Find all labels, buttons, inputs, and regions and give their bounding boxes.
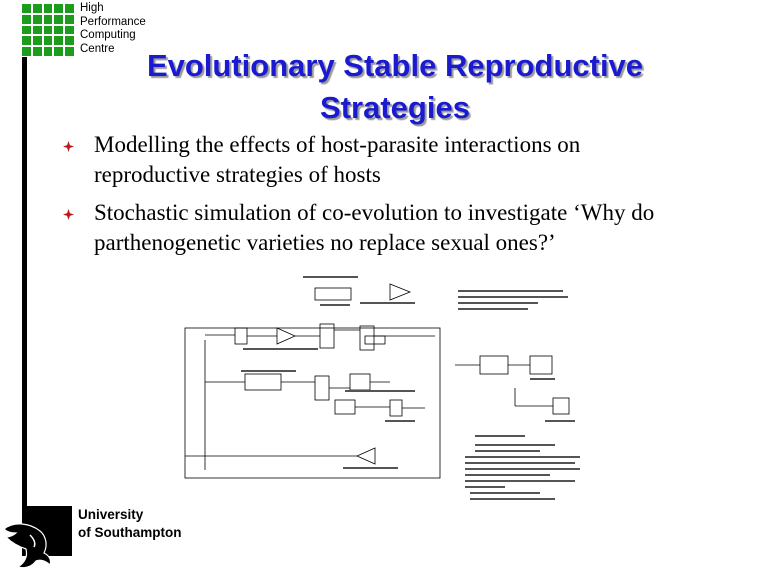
slide-title-line-2: Strategies [320,90,470,125]
bullet-text-line: parthenogenetic varieties no replace sexual ones?’ [94,230,556,255]
diagram-block [350,374,370,390]
hpc-logo-grid [22,4,74,56]
diagram-block [390,400,402,416]
simulation-block-diagram [175,270,595,510]
diagram-block [365,336,385,344]
bullet-text-line: Modelling the effects of host-parasite interactions on [94,132,581,157]
left-divider-bar [22,57,27,512]
diagram-gain-block [277,328,295,344]
university-name-line-2: of Southampton [78,525,182,540]
diagram-gain-block [390,284,410,300]
hpc-line-4: Centre [80,42,115,55]
university-name [78,506,181,542]
diagram-block [315,376,329,400]
diamond-bullet-icon [63,209,74,220]
dolphin-logo-icon [0,515,60,570]
diagram-block [245,374,281,390]
diagram-scope-block [530,356,552,374]
hpc-line-1: High [80,2,104,14]
diagram-graph-block [553,398,569,414]
hpc-line-2: Performance [80,15,146,28]
university-name-line-1: University [78,507,144,522]
bullet-item [60,198,750,258]
bullet-list [60,130,750,266]
diagram-block [360,326,374,350]
bullet-text-line: reproductive strategies of hosts [94,162,381,187]
hpc-line-3: Computing [80,29,136,41]
slide-title-line-1: Evolutionary Stable Reproductive [146,48,644,83]
diagram-block [315,288,351,300]
bullet-item [60,130,750,190]
diagram-block [235,328,247,344]
diagram-gain-block [357,448,375,464]
slide-title [105,45,685,129]
diagram-block [335,400,355,414]
diamond-bullet-icon [63,141,74,152]
diagram-block [480,356,508,374]
bullet-text-line: Stochastic simulation of co-evolution to investigate ‘Why do [94,200,655,225]
